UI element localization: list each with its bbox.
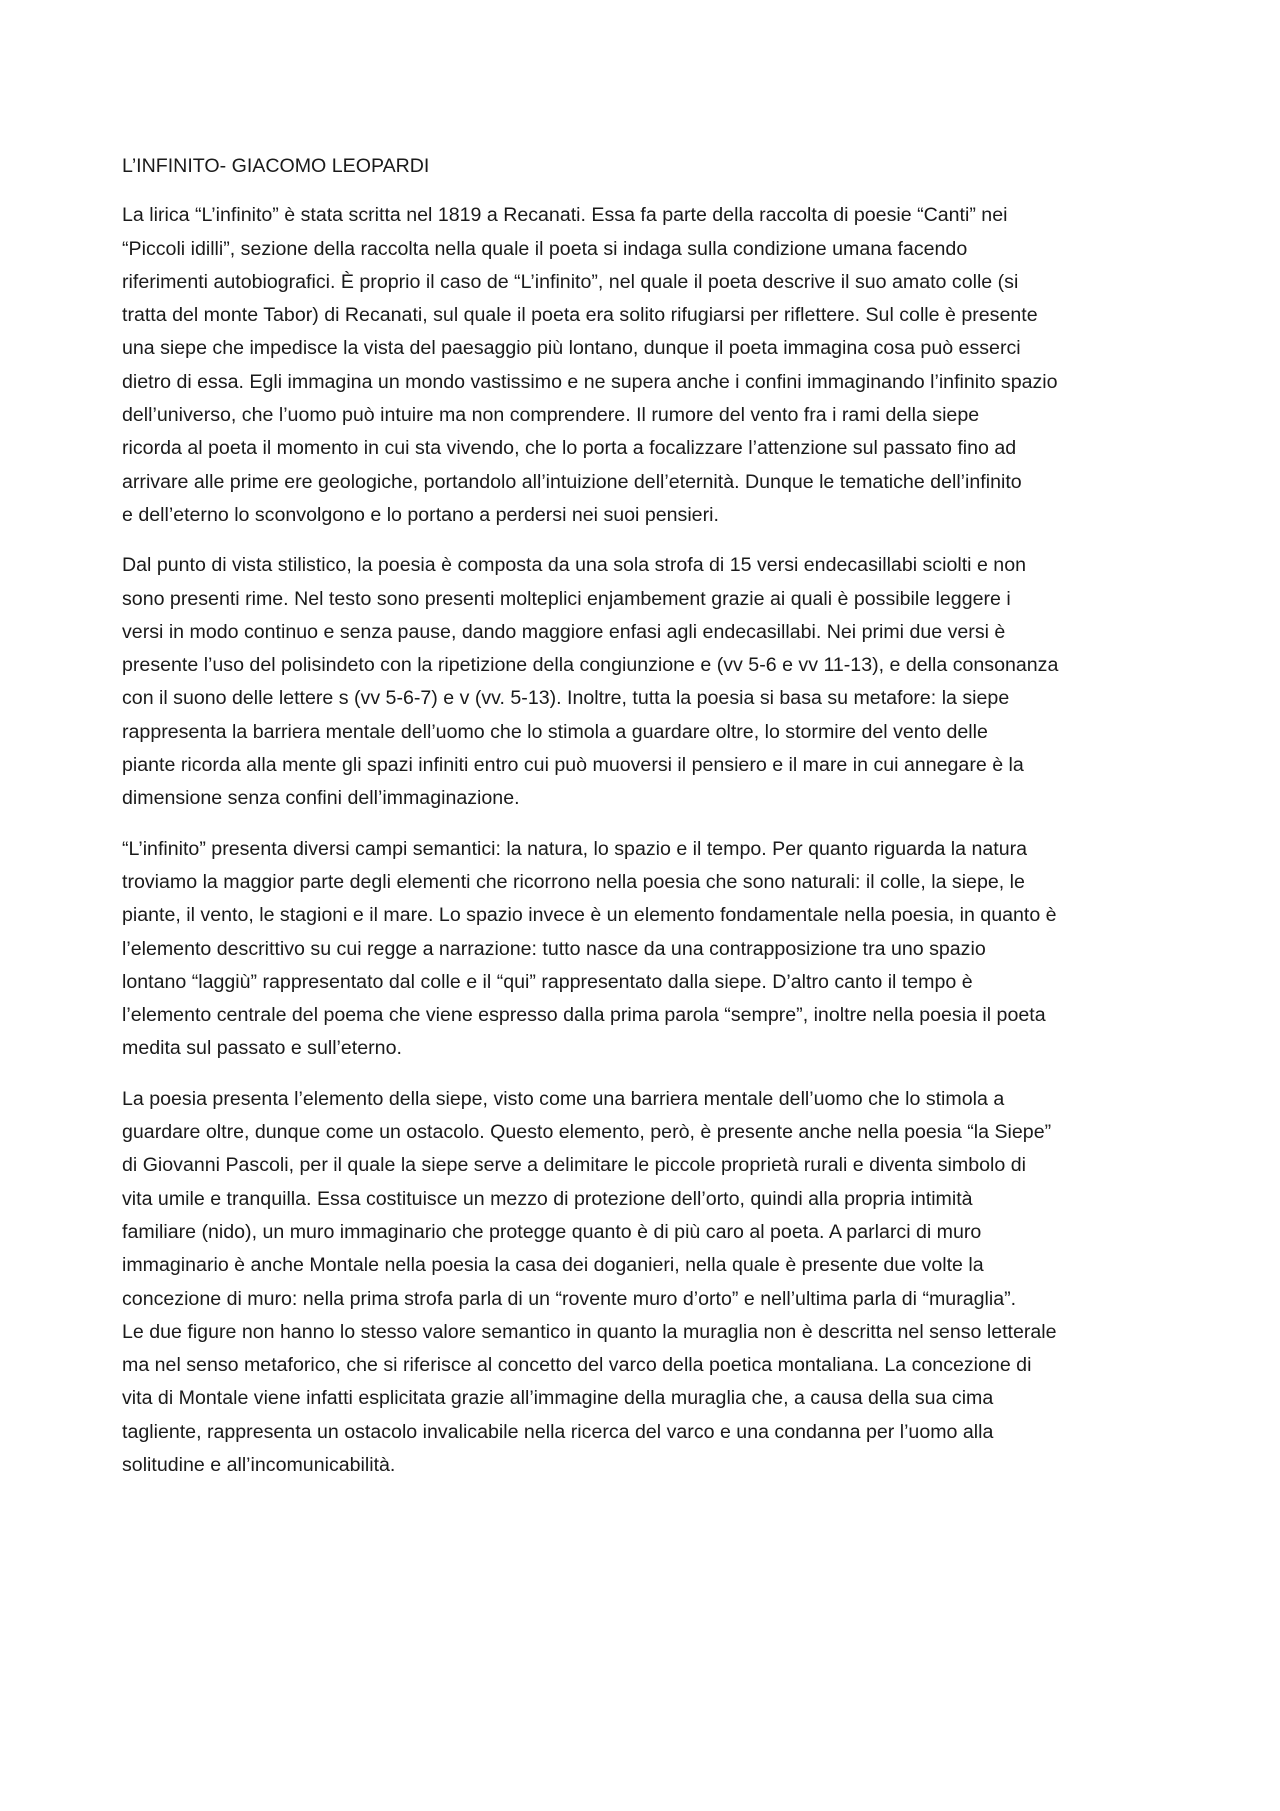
paragraph-line: riferimenti autobiografici. È proprio il caso de “L’infinito”, nel quale il poeta descrive il suo amato colle (si: [122, 270, 1019, 293]
paragraph-line: concezione di muro: nella prima strofa parla di un “rovente muro d’orto” e nell’ultima parla di “muraglia”.: [122, 1287, 1017, 1310]
paragraph-line: presente l’uso del polisindeto con la ripetizione della congiunzione e (vv 5-6 e vv 11-13), e della consonanza: [122, 654, 1059, 677]
paragraph-line: tagliente, rappresenta un ostacolo invalicabile nella ricerca del varco e una condanna per l’uomo alla: [122, 1420, 994, 1443]
paragraph-line: sono presenti rime. Nel testo sono presenti molteplici enjambement grazie ai quali è possibile leggere i: [122, 587, 1011, 610]
paragraph-line: dimensione senza confini dell’immaginazione.: [122, 787, 520, 810]
paragraph-line: familiare (nido), un muro immaginario che protegge quanto è di più caro al poeta. A parlarci di muro: [122, 1220, 982, 1243]
paragraph-line: vita umile e tranquilla. Essa costituisce un mezzo di protezione dell’orto, quindi alla propria intimità: [122, 1187, 973, 1210]
paragraph-line: guardare oltre, dunque come un ostacolo. Questo elemento, però, è presente anche nella poesia “la Siepe”: [122, 1121, 1052, 1144]
paragraph-line: con il suono delle lettere s (vv 5-6-7) e v (vv. 5-13). Inoltre, tutta la poesia si basa su metafore: la siepe: [122, 687, 1010, 710]
paragraph-line: “L’infinito” presenta diversi campi semantici: la natura, lo spazio e il tempo. Per quanto riguarda la natura: [122, 837, 1028, 860]
paragraph-line: una siepe che impedisce la vista del paesaggio più lontano, dunque il poeta immagina cosa può esserci: [122, 337, 1021, 360]
paragraph-line: arrivare alle prime ere geologiche, portandolo all’intuizione dell’eternità. Dunque le tematiche dell’infinito: [122, 470, 1022, 493]
paragraph-line: troviamo la maggior parte degli elementi che ricorrono nella poesia che sono naturali: il colle, la siepe, le: [122, 870, 1025, 893]
document-title: L’INFINITO- GIACOMO LEOPARDI: [122, 155, 430, 177]
paragraph-line: vita di Montale viene infatti esplicitata grazie all’immagine della muraglia che, a causa della sua cima: [122, 1387, 994, 1410]
paragraph-line: “Piccoli idilli”, sezione della raccolta nella quale il poeta si indaga sulla condizione umana facendo: [122, 237, 968, 260]
paragraph-line: Le due figure non hanno lo stesso valore semantico in quanto la muraglia non è descritta nel senso letterale: [122, 1320, 1057, 1343]
paragraph-line: ricorda al poeta il momento in cui sta vivendo, che lo porta a focalizzare l’attenzione sul passato fino ad: [122, 437, 1017, 460]
paragraph-4: [122, 1083, 1162, 1483]
paragraph-line: piante, il vento, le stagioni e il mare. Lo spazio invece è un elemento fondamentale nella poesia, in quanto è: [122, 904, 1057, 927]
paragraph-line: versi in modo continuo e senza pause, dando maggiore enfasi agli endecasillabi. Nei primi due versi è: [122, 620, 1006, 643]
paragraph-2: [122, 549, 1162, 815]
paragraph-line: dell’universo, che l’uomo può intuire ma non comprendere. Il rumore del vento fra i rami della siepe: [122, 404, 980, 427]
paragraph-line: l’elemento centrale del poema che viene espresso dalla prima parola “sempre”, inoltre nella poesia il poeta: [122, 1004, 1046, 1027]
paragraph-line: La lirica “L’infinito” è stata scritta nel 1819 a Recanati. Essa fa parte della raccolta di poesie “Canti” nei: [122, 204, 1008, 227]
paragraph-line: di Giovanni Pascoli, per il quale la siepe serve a delimitare le piccole proprietà rurali e diventa simbolo di: [122, 1154, 1026, 1177]
document-page: [122, 150, 1162, 1499]
paragraph-line: dietro di essa. Egli immagina un mondo vastissimo e ne supera anche i confini immaginando l’infinito spazio: [122, 370, 1058, 393]
paragraph-line: La poesia presenta l’elemento della siepe, visto come una barriera mentale dell’uomo che lo stimola a: [122, 1087, 1005, 1110]
paragraph-line: lontano “laggiù” rappresentato dal colle e il “qui” rappresentato dalla siepe. D’altro canto il tempo è: [122, 970, 973, 993]
paragraph-line: ma nel senso metaforico, che si riferisce al concetto del varco della poetica montaliana. La concezione di: [122, 1354, 1032, 1377]
paragraph-line: e dell’eterno lo sconvolgono e lo portano a perdersi nei suoi pensieri.: [122, 503, 719, 526]
paragraph-line: l’elemento descrittivo su cui regge a narrazione: tutto nasce da una contrapposizione tra uno spazio: [122, 937, 986, 960]
paragraph-line: medita sul passato e sull’eterno.: [122, 1037, 402, 1060]
paragraph-line: piante ricorda alla mente gli spazi infiniti entro cui può muoversi il pensiero e il mare in cui annegare è la: [122, 754, 1024, 777]
paragraph-line: immaginario è anche Montale nella poesia la casa dei doganieri, nella quale è presente due volte la: [122, 1254, 984, 1277]
paragraph-line: rappresenta la barriera mentale dell’uomo che lo stimola a guardare oltre, lo stormire del vento delle: [122, 720, 988, 743]
paragraph-line: Dal punto di vista stilistico, la poesia è composta da una sola strofa di 15 versi endecasillabi sciolti e non: [122, 554, 1026, 577]
paragraph-line: solitudine e all’incomunicabilità.: [122, 1453, 396, 1476]
paragraph-1: [122, 199, 1162, 532]
paragraph-line: tratta del monte Tabor) di Recanati, sul quale il poeta era solito rifugiarsi per riflettere. Sul colle è presente: [122, 304, 1038, 327]
paragraph-3: [122, 833, 1162, 1066]
